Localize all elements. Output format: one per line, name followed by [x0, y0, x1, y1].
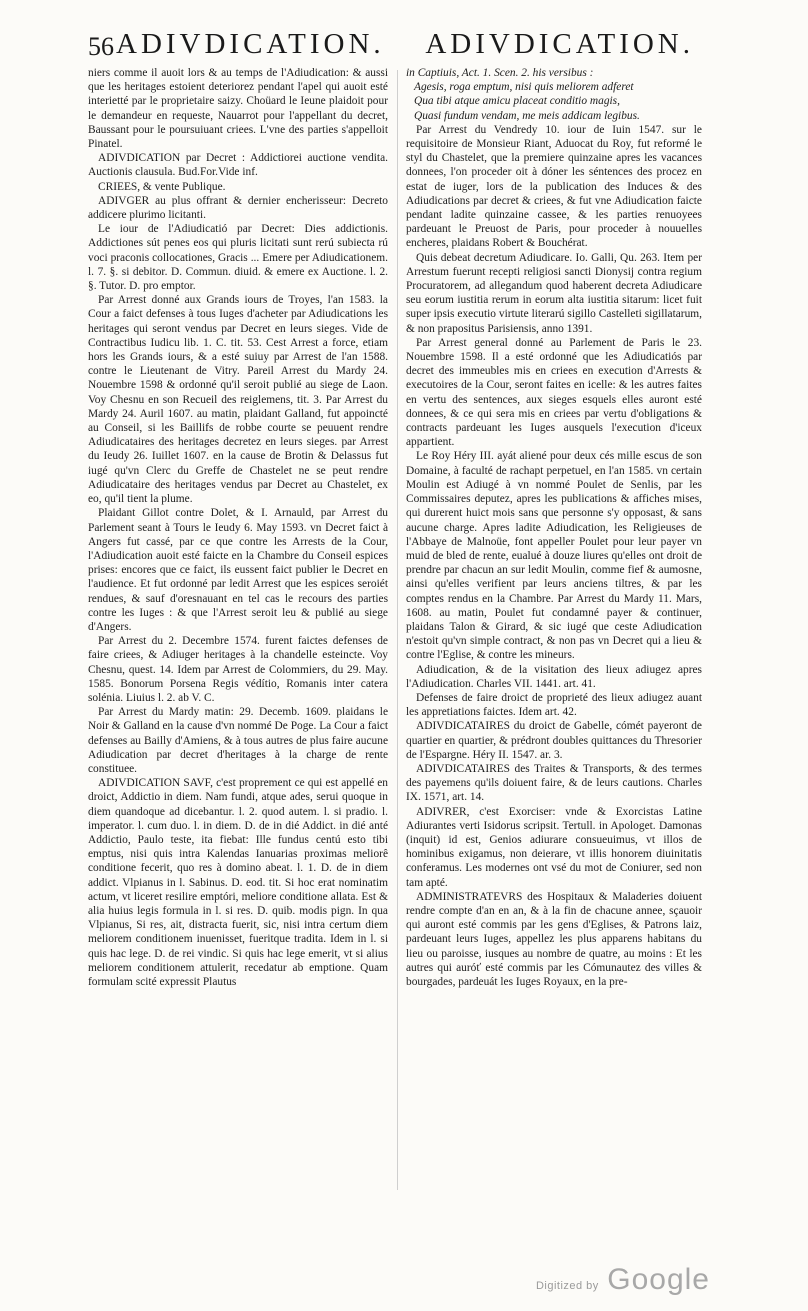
page-number: 56 — [88, 32, 114, 61]
paragraph: Par Arrest donné aux Grands iours de Troyes, l'an 1583. la Cour a faict defenses à tous Iuges d'acheter par Adiudications les heritages qui seront vendus par Decret en leurs sieges. Vide de Contractibus Iudicu lib. 1. C. tit. 53. Cest Arrest a force, etiam hors les Grands iours, & a esté suiuy par Arrest de l'an 1588. contre le Lieutenant de Vitry. Pareil Arrest du Mardy 24. Nouembre 1598 & ordonné qu'il seroit publié au siege de Laon. Voy Chesnu en son Recueil des reiglemens, tit. 3. Par Arrest du Mardy 24. Auril 1607. au matin, plaidant Galland, fut appoincté au Conseil, si les Baillifs de robbe courte se peuuent rendre Adiudicataires des heritages decretez en leurs sieges. par Arrest du Ieudy 26. Iuillet 1607. en la cause de Brotin & Delassus fut iugé qu'vn Clerc du Greffe de Chastelet ne se peut rendre Adiudicataire des heritages vendus par Decret au Chastelet, ex eo, qu'il tient la plume. — [88, 294, 388, 506]
paragraph: Par Arrest general donné au Parlement de Paris le 23. Nouembre 1598. Il a esté ordonné que les Adiudicatiós par decret des immeubles mis en criees en execution d'Arrests & executoires de la Cour, seront faites en icelle: & les autres faites en vertu des sentences, aux sieges esquels elles auront esté donnees, & ce qui sera mis en criees par vertu d'obligations & contracts pardeuant les Iuges ausquels l'execution d'iceux appartient. — [406, 336, 702, 449]
paragraph: ADIVDICATION par Decret : Addictiorei auctione vendita. Auctionis clausula. Bud.For.Vide inf. — [88, 152, 388, 179]
paragraph: Quis debeat decretum Adiudicare. Io. Galli, Qu. 263. Item per Arrestum fuerunt recepti religiosi sancti Dionysij contra regium Procuratorem, ad allegandum quod haberent decreta Adiudicare seu eorum iustitia rerum in eorum alta iustitia sitarum: licet fuit super ipsis executio virtute literarú sigillo Castelleti sigillatarum, & non prapositus Parisiensis, anno 1391. — [406, 251, 702, 335]
paragraph: ADIVDICATAIRES du droict de Gabelle, cómét payeront de quartier en quartier, & prédront doubles quittances du Thresorier de l'Espargne. Héry II. 1547. ar. 3. — [406, 720, 702, 761]
left-column — [88, 66, 388, 1191]
paragraph: ADMINISTRATEVRS des Hospitaux & Maladeries doiuent rendre compte d'an en an, & à la fin de chacune annee, sçauoir qui auront esté commis par les gens d'Eglises, & Patrons laiz, pardeuant leurs Iuges, appellez les plus apparens habitans du lieu ou paroisse, iusques au nombre de quatre, au moins : Et les autres qui auróť esté commis par les Cómunautez des villes & bourgades, pardeuát les Iuges Royaux, en la pre- — [406, 890, 702, 988]
paragraph: Le Roy Héry III. ayát aliené pour deux cés mille escus de son Domaine, à faculté de rachapt perpetuel, en l'an 1585. vn certain Moulin est Adiugé à vn nommé Poulet de Senlis, par les Commissaires deputez, apres les publications & affiches mises, qui durerent huict mois sans que personne s'y opposast, & sans aucune charge. Apres ladite Adiudication, les Religieuses de l'Abbaye de Malnoüe, font appeller Poulet pour leur payer vn muid de bled de rente, eualué à douze liures qu'elles ont droit de prendre par chacun an sur ledit Moulin, comme fief & aumosne, ainsi qu'elles verifient par leurs anciens tiltres, & par les comptes rendus en la Chambre. Par Arrest du Mardy 11. Mars, 1608. au matin, Poulet fut condamné payer & continuer, plaidans Talon & Girard, & sic iugé que ceste Adiudication n'estoit qu'vn simple contract, & non pas vn Decret qui a lieu & contre l'Eglise, & contre les mineurs. — [406, 450, 702, 662]
paragraph: in Captiuis, Act. 1. Scen. 2. his versibus : — [406, 67, 594, 79]
paragraph: ADIVDICATION SAVF, c'est proprement ce qui est appellé en droict, Addictio in diem. Nam fundi, atque ades, serui quoque in diem quandoque ad dicebantur. l. 2. quod autem. l. si pradio. l. imperator. l. cum duo. l. in diem. D. de in dié Addict. in dié anté Addictio, Paulo teste, ita fiebat: Ille fundus centú esto tibi emptus, nisi quis intra Kalendas Ianuarias proximas meliorê conditione fecerit, quo res à domino abeat. l. 1. D. de in diem addict. Vlpianus in l. Sabinus. D. eod. tit. Si hoc erat nominatim actum, vt liceret resilire emptóri, meliore conditione allata. Est & alia huius legis formula in l. si res. D. quib. modis pign. In qua Vlpianus, Si res, ait, distracta fuerit, sic, nisi intra certum diem meliorem conditionem inuenisset, fueritque tradita. Idem in l. si quis hac lege. D. de rei vindic. Si quis hac lege emerit, vt si alius meliorem conditionem attulerit, recedatur ab emptione. Quam formulam scité expressit Plautus — [88, 777, 388, 988]
paragraph: CRIEES, & vente Publique. — [98, 180, 226, 193]
paragraph: ADIVRER, c'est Exorciser: vnde & Exorcistas Latine Adiurantes verti Isidorus scripsit. Tertull. in Apologet. Damonas (inquit) id est, Genios adiurare consueuimus, vt illos de hominibus exigamus, non deierare, vt illis honorem diuinitatis conferamus. Les modernes ont vsé du mot de Coniurer, sed non tam apté. — [406, 805, 702, 889]
paragraph: Defenses de faire droict de proprieté des lieux adiugez auant les appretiations faictes. Idem art. 42. — [406, 691, 702, 719]
verse-line: Qua tibi atque amicu placeat conditio magis, — [414, 95, 620, 108]
paragraph: ADIVGER au plus offrant & dernier encherisseur: Decreto addicere plurimo licitanti. — [88, 194, 388, 222]
digitized-by-label: Digitized by — [535, 1280, 599, 1292]
right-column — [406, 66, 702, 1191]
digitized-watermark — [536, 1263, 710, 1297]
paragraph: Adiudication, & de la visitation des lieux adiugez apres l'Adiudication. Charles VII. 1441. art. 41. — [406, 663, 702, 690]
paragraph: Par Arrest du Vendredy 10. iour de Iuin 1547. sur le requisitoire de Monsieur Riant, Aduocat du Roy, fut reformé le styl du Chastelet, que la premiere quinzaine apres les vacances donnees, l'on proceder oit à dóner les séntences des procez en estat de iuger, lors de la publication des Induces & des Adiudications par decret & criees, & fut vne Adiudication faicte pendant ladite quinzaine cassee, & les parties renuoyees pardeuant le Preuost de Paris, pour proceder à nouuelles encheres, plaidans Robert & Bouchérat. — [406, 123, 702, 250]
paragraph: Par Arrest du 2. Decembre 1574. furent faictes defenses de faire criees, & Adiuger heritages à la chandelle esteincte. Voy Chesnu, quest. 14. Idem par Arrest de Colommiers, du 29. May. 1585. Bonorum Porsena Regis védítio, Romanis inter catera solénia. Liuius l. 2. ab V. C. — [88, 635, 388, 704]
paragraph: Le iour de l'Adiudicatió par Decret: Dies addictionis. Addictiones sút penes eos qui pluris licitati sunt rerú subiecta rú voci praconis collocationes, Gracis ... Emere per Adiudicationem. l. 7. §. si debitor. D. Commun. diuid. & emere ex Auctione. l. 2. §. Tutor. D. pro emptor. — [88, 223, 388, 293]
paragraph: niers comme il auoit lors & au temps de l'Adiudication: & aussi que les heritages estoient deteriorez pendant l'apel qui auoit esté interietté par le proprietaire saizy. Choüard le Ieune plaidoit pour le demandeur en requeste, Nauarrot pour l'appellant du decret, Baussant pour le poursuiuant criees. L'vne des parties s'appelloit Pinatel. — [88, 67, 388, 151]
running-title-right: ADIVDICATION. — [425, 28, 694, 60]
paragraph: Par Arrest du Mardy matin: 29. Decemb. 1609. plaidans le Noir & Galland en la cause d'vn nommé De Poge. La Cour a faict defenses au Bailly d'Amiens, & à tous autres de plus faire aucune Adiudication par decret d'heritages à la charge de rente constituee. — [88, 706, 388, 775]
verse-line: Agesis, roga emptum, nisi quis meliorem adferet — [414, 81, 634, 94]
google-logo: Google — [607, 1263, 710, 1296]
paragraph: Plaidant Gillot contre Dolet, & I. Arnauld, par Arrest du Parlement seant à Tours le Ieudy 6. May 1593. vn Decret faict à Angers fut cassé, par ce que contre les Arrests de la Cour, l'Adiudication auoit esté faicte en la Chambre du Conseil espices prises: encores que ce faict, ils eussent faict publier le Decret en l'audience. Et fut ordonné par ledit Arrest que les espices seroiét rendues, & sauf d'oresnauant en tel cas le recours des parties contre les Iuges : & que l'Arrest seroit leu & publié au siege d'Angers. — [88, 507, 388, 633]
column-divider — [397, 70, 398, 1190]
paragraph: ADIVDICATAIRES des Traites & Transports, & des termes des payemens qu'ils doiuent faire, & de leurs cautions. Charles IX. 1571, art. 14. — [406, 762, 702, 804]
running-title-left: ADIVDICATION. — [116, 28, 385, 60]
page-header — [88, 14, 694, 60]
verse-line: Quasi fundum vendam, me meis addicam legibus. — [414, 109, 640, 122]
